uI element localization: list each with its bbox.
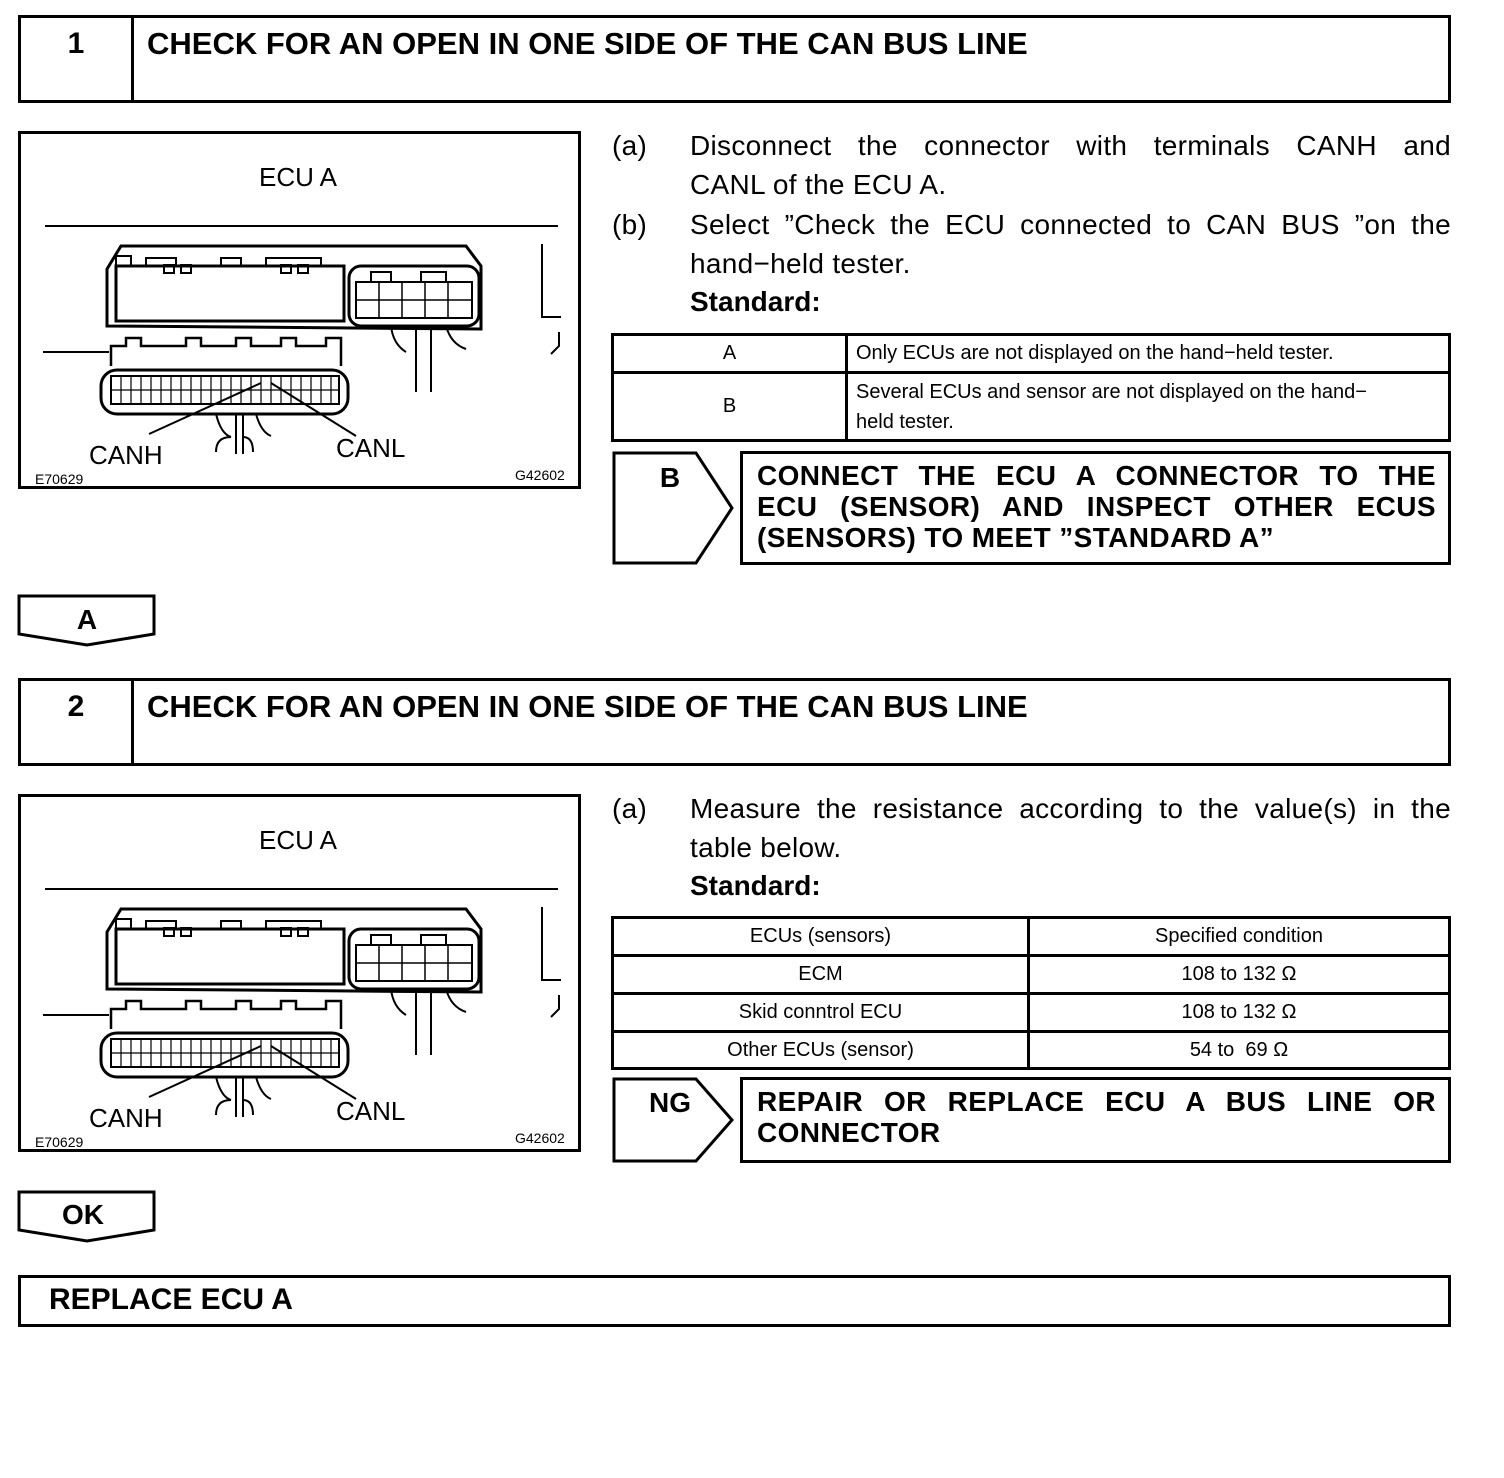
table-cell: 108 to 132 Ω xyxy=(1029,994,1450,1032)
instruction-line: table below. xyxy=(690,832,842,863)
table-cell: Other ECUs (sensor) xyxy=(613,1032,1029,1069)
result-line: CONNECT THE ECU A CONNECTOR TO THE xyxy=(757,460,1436,491)
canh-label: CANH xyxy=(89,440,163,470)
step-2-standard-label: Standard: xyxy=(690,870,821,901)
table-cell-line: Several ECUs and sensor are not displayed on the hand− xyxy=(856,380,1367,403)
result-flag-b: B xyxy=(659,462,681,493)
instruction-line: hand−held tester. xyxy=(690,248,911,279)
instruction-line: Select ”Check the ECU connected to CAN BUS ”on the xyxy=(690,209,1451,240)
table-cell-value xyxy=(847,373,1450,441)
table-row xyxy=(613,335,1450,373)
table-header-cell: Specified condition xyxy=(1029,918,1450,956)
table-header-cell: ECUs (sensors) xyxy=(613,918,1029,956)
step-1-instruction-b xyxy=(612,205,1451,285)
instruction-line: CANL of the ECU A. xyxy=(690,169,947,200)
result-line: CONNECTOR xyxy=(757,1117,941,1148)
step-2-title: CHECK FOR AN OPEN IN ONE SIDE OF THE CAN BUS LINE xyxy=(147,689,1028,724)
step-2-figure xyxy=(18,794,581,1152)
step-1-standard-label: Standard: xyxy=(690,286,821,317)
figure-code-right: G42602 xyxy=(515,1130,565,1146)
figure-code-left: E70629 xyxy=(35,1134,84,1150)
table-cell-key: A xyxy=(613,335,847,373)
step-2-standard-table xyxy=(611,916,1451,1070)
table-row xyxy=(613,994,1450,1032)
step-2-instruction-a xyxy=(612,789,1451,869)
table-cell: 54 to 69 Ω xyxy=(1029,1032,1450,1069)
canl-label: CANL xyxy=(336,433,406,463)
table-cell: Skid conntrol ECU xyxy=(613,994,1029,1032)
figure-code-left: E70629 xyxy=(35,471,84,487)
next-arrow-ok: OK xyxy=(62,1199,104,1230)
table-cell-key: B xyxy=(613,373,847,441)
table-cell-line: held tester. xyxy=(856,410,954,433)
step-1-standard-table xyxy=(611,333,1451,442)
canh-label: CANH xyxy=(89,1103,163,1133)
instruction-line: Measure the resistance according to the value(s) in the xyxy=(690,793,1451,824)
table-header-row xyxy=(613,918,1450,956)
instruction-label: (b) xyxy=(612,209,648,240)
result-flag-ng: NG xyxy=(649,1087,691,1118)
table-cell: ECM xyxy=(613,956,1029,994)
step-1-title: CHECK FOR AN OPEN IN ONE SIDE OF THE CAN BUS LINE xyxy=(147,26,1028,61)
table-row xyxy=(613,1032,1450,1069)
result-line: (SENSORS) TO MEET ”STANDARD A” xyxy=(757,522,1275,553)
figure-title: ECU A xyxy=(259,825,338,855)
instruction-label: (a) xyxy=(612,130,648,161)
figure-code-right: G42602 xyxy=(515,467,565,483)
step-1-number: 1 xyxy=(21,18,134,100)
table-cell-value: Only ECUs are not displayed on the hand−held tester. xyxy=(847,335,1450,373)
step-2-number: 2 xyxy=(21,681,134,763)
canl-label: CANL xyxy=(336,1096,406,1126)
final-action-box: REPLACE ECU A xyxy=(18,1275,1451,1327)
step-2-header xyxy=(18,678,1451,766)
table-cell: 108 to 132 Ω xyxy=(1029,956,1450,994)
table-row xyxy=(613,373,1450,441)
step-2-result-box xyxy=(740,1077,1451,1163)
next-arrow-a: A xyxy=(76,604,98,635)
result-line: REPAIR OR REPLACE ECU A BUS LINE OR xyxy=(757,1086,1436,1117)
step-1-header xyxy=(18,15,1451,103)
figure-title: ECU A xyxy=(259,162,338,192)
step-1-figure xyxy=(18,131,581,489)
step-1-instruction-a xyxy=(612,126,1451,206)
table-row xyxy=(613,956,1450,994)
step-1-result-box xyxy=(740,451,1451,565)
instruction-label: (a) xyxy=(612,793,648,824)
result-line: ECU (SENSOR) AND INSPECT OTHER ECUS xyxy=(757,491,1436,522)
instruction-line: Disconnect the connector with terminals CANH and xyxy=(690,130,1451,161)
